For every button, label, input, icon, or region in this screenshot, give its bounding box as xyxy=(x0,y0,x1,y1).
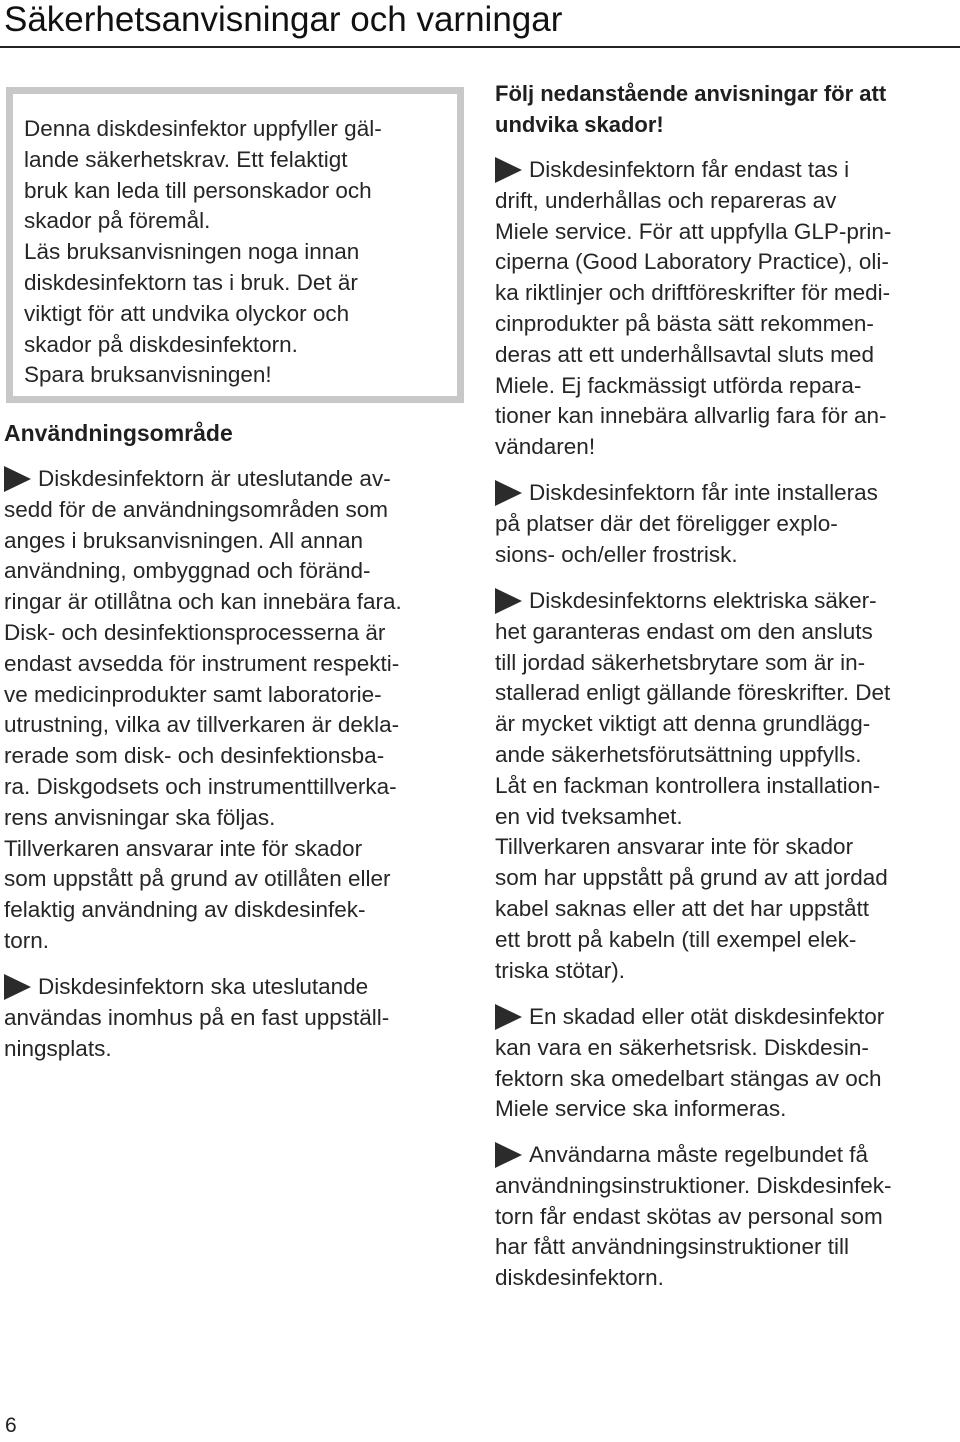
paragraph-line: ra. Diskgodsets och instrumenttillverka- xyxy=(4,773,397,799)
paragraph-line: användas inomhus på en fast uppställ- xyxy=(4,1004,390,1030)
instruction-paragraph-4 xyxy=(495,1002,884,1125)
paragraph-line: En skadad eller otät diskdesinfektor xyxy=(495,1002,884,1033)
notice-line: diskdesinfektorn tas i bruk. Det är xyxy=(24,269,358,295)
paragraph-line: deras att ett underhållsavtal sluts med xyxy=(495,341,874,367)
notice-line: lande säkerhetskrav. Ett felaktigt xyxy=(24,146,348,172)
section-heading-usage: Användningsområde xyxy=(4,420,233,446)
notice-line: viktigt för att undvika olyckor och xyxy=(24,300,350,326)
bullet-arrow-icon xyxy=(495,480,522,506)
paragraph-line: Miele service ska informeras. xyxy=(495,1096,787,1122)
instruction-paragraph-1 xyxy=(495,155,891,463)
paragraph-line: endast avsedda för instrument respekti- xyxy=(4,650,400,676)
paragraph-line: Låt en fackman kontrollera installation- xyxy=(495,772,881,798)
title-rule xyxy=(0,46,960,48)
safety-notice-box xyxy=(6,87,464,403)
paragraph-line: rens anvisningar ska följas. xyxy=(4,804,276,830)
paragraph-line: diskdesinfektorn. xyxy=(495,1265,664,1291)
paragraph-line: anges i bruksanvisningen. All annan xyxy=(4,527,364,553)
bullet-arrow-icon xyxy=(495,1004,522,1030)
page-number: 6 xyxy=(5,1414,17,1437)
paragraph-line: torn får endast skötas av personal som xyxy=(495,1203,883,1229)
paragraph-line: stallerad enligt gällande föreskrifter. Det xyxy=(495,680,891,706)
paragraph-line: till jordad säkerhetsbrytare som är in- xyxy=(495,649,866,675)
paragraph-line: felaktig användning av diskdesinfek- xyxy=(4,897,366,923)
paragraph-line: cinprodukter på bästa sätt rekommen- xyxy=(495,310,874,336)
paragraph-line: Diskdesinfektorn får endast tas i xyxy=(495,155,891,186)
bullet-arrow-icon xyxy=(495,588,522,614)
bullet-arrow-icon xyxy=(495,157,522,183)
usage-paragraph-2 xyxy=(4,972,389,1064)
paragraph-line: är mycket viktigt att denna grundlägg- xyxy=(495,711,871,737)
page-title: Säkerhetsanvisningar och varningar xyxy=(4,0,563,39)
paragraph-line: användningsinstruktioner. Diskdesinfek- xyxy=(495,1172,892,1198)
notice-line: Läs bruksanvisningen noga innan xyxy=(24,239,360,265)
paragraph-line: rerade som disk- och desinfektionsba- xyxy=(4,743,385,769)
paragraph-line: en vid tveksamhet. xyxy=(495,803,683,829)
paragraph-line: sions- och/eller frostrisk. xyxy=(495,541,738,567)
paragraph-line: vändaren! xyxy=(495,434,596,460)
paragraph-line: Diskdesinfektorn är uteslutande av- xyxy=(4,464,402,495)
paragraph-line: som har uppstått på grund av att jordad xyxy=(495,865,888,891)
paragraph-line: drift, underhållas och repareras av xyxy=(495,187,837,213)
notice-line: skador på föremål. xyxy=(24,208,211,234)
instruction-paragraph-5 xyxy=(495,1140,891,1294)
notice-line: skador på diskdesinfektorn. xyxy=(24,331,298,357)
notice-line: bruk kan leda till personskador och xyxy=(24,177,372,203)
paragraph-line: Miele. Ej fackmässigt utförda repara- xyxy=(495,372,862,398)
paragraph-line: ningsplats. xyxy=(4,1035,112,1061)
notice-line: Denna diskdesinfektor uppfyller gäl- xyxy=(24,116,382,141)
paragraph-line: fektorn ska omedelbart stängas av och xyxy=(495,1065,882,1091)
paragraph-line: Diskdesinfektorn ska uteslutande xyxy=(4,972,389,1003)
paragraph-line: ett brott på kabeln (till exempel elek- xyxy=(495,926,857,952)
paragraph-line: användning, ombyggnad och föränd- xyxy=(4,558,371,584)
paragraph-line: som uppstått på grund av otillåten eller xyxy=(4,866,391,892)
paragraph-line: Diskdesinfektorn får inte installeras xyxy=(495,478,878,509)
instruction-paragraph-2 xyxy=(495,478,878,570)
paragraph-line: ande säkerhetsförutsättning uppfylls. xyxy=(495,741,862,767)
section-heading-instructions xyxy=(495,79,886,141)
paragraph-line: het garanteras endast om den ansluts xyxy=(495,618,873,644)
paragraph-line: kan vara en säkerhetsrisk. Diskdesin- xyxy=(495,1034,869,1060)
bullet-arrow-icon xyxy=(4,466,31,492)
instruction-paragraph-3 xyxy=(495,586,890,986)
heading-line: Följ nedanstående anvisningar för att xyxy=(495,81,887,106)
paragraph-line: Tillverkaren ansvarar inte för skador xyxy=(495,834,854,860)
safety-notice-text xyxy=(24,114,382,391)
paragraph-line: triska stötar). xyxy=(495,957,626,983)
bullet-arrow-icon xyxy=(4,974,31,1000)
heading-line: undvika skador! xyxy=(495,111,664,137)
bullet-arrow-icon xyxy=(495,1142,522,1168)
paragraph-line: sedd för de användningsområden som xyxy=(4,496,388,522)
paragraph-line: ciperna (Good Laboratory Practice), oli- xyxy=(495,249,889,275)
paragraph-line: Tillverkaren ansvarar inte för skador xyxy=(4,835,363,861)
paragraph-line: tioner kan innebära allvarlig fara för an- xyxy=(495,403,887,429)
paragraph-line: utrustning, vilka av tillverkaren är dekla- xyxy=(4,712,400,738)
paragraph-line: Disk- och desinfektionsprocesserna är xyxy=(4,619,386,645)
paragraph-line: kabel saknas eller att det har uppstått xyxy=(495,895,869,921)
paragraph-line: ringar är otillåtna och kan innebära fara. xyxy=(4,589,402,615)
notice-line: Spara bruksanvisningen! xyxy=(24,362,272,388)
paragraph-line: på platser där det föreligger explo- xyxy=(495,510,838,536)
paragraph-line: Miele service. För att uppfylla GLP-prin- xyxy=(495,218,892,244)
usage-paragraph-1 xyxy=(4,464,402,957)
paragraph-line: ka riktlinjer och driftföreskrifter för medi- xyxy=(495,280,891,306)
paragraph-line: torn. xyxy=(4,927,50,953)
paragraph-line: Diskdesinfektorns elektriska säker- xyxy=(495,586,890,617)
paragraph-line: ve medicinprodukter samt laboratorie- xyxy=(4,681,382,707)
paragraph-line: Användarna måste regelbundet få xyxy=(495,1140,891,1171)
paragraph-line: har fått användningsinstruktioner till xyxy=(495,1234,849,1260)
